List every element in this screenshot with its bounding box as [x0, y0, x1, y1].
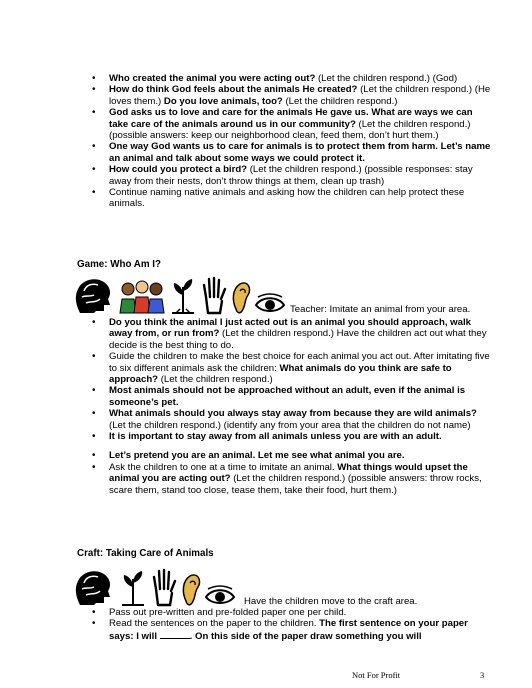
craft-list — [0, 607, 532, 642]
body-text: (Let the children respond.) — [282, 95, 398, 107]
bullet-item — [0, 618, 532, 642]
bold-text: Who created the animal you were acting out? — [109, 73, 316, 84]
children-group-icon — [118, 279, 166, 315]
hand-icon — [150, 567, 178, 607]
body-text: Read the sentences on the paper to the children. — [109, 618, 320, 630]
body-text: (Let the children respond.) (possible responses: stay away from their nests, don’t throw things at them, clean up trash) — [109, 164, 473, 187]
body-text: Continue naming native animals and asking how the children can help protect these animals. — [109, 187, 465, 210]
bullet-item — [0, 408, 532, 431]
eye-icon — [204, 585, 236, 607]
head-brain-icon — [72, 275, 116, 315]
bullet-item — [0, 141, 532, 164]
bullet-item — [0, 164, 532, 187]
eye-icon — [254, 293, 286, 315]
bold-text: Do you love animals, too? — [163, 95, 283, 107]
body-text: Guide the children to make the best choice for each animal you act out. After imitating five to six different animals ask the children: — [109, 351, 490, 374]
bold-text: Let’s pretend you are an animal. Let me see what animal you are. — [109, 450, 405, 462]
bullet-item — [0, 351, 532, 385]
game-heading: Game: Who Am I? — [77, 259, 162, 270]
body-text: Pass out pre-written and pre-folded paper one per child. — [109, 607, 347, 618]
craft-note: Have the children move to the craft area. — [244, 596, 418, 607]
bullet-item — [0, 187, 532, 210]
body-text: (Let the children respond.) (identify any from your area that the children do not name) — [109, 419, 471, 431]
body-text: (Let the children respond.) (possible answers: keep our neighborhood clean, feed them, don’t hurt them.) — [109, 118, 471, 142]
discussion-list — [0, 73, 532, 210]
body-text: Ask the children to one at a time to imitate an animal. — [109, 461, 338, 473]
sprout-icon — [118, 567, 148, 607]
body-text: (Let the children respond.) (He loves them.) — [109, 84, 491, 107]
bold-text: What animals do you think are safe to approach? — [109, 362, 452, 386]
teacher-note: Teacher: Imitate an animal from your area. — [290, 304, 471, 315]
body-text: (Let the children respond.) (possible answers: throw rocks, scare them, stand too close, tease them, take their food, hurt them.) — [109, 473, 482, 496]
page-number: 3 — [480, 670, 485, 680]
bullet-item — [0, 450, 532, 461]
game-icon-row — [72, 273, 470, 315]
bold-text: The first sentence on your paper says: I will — [109, 618, 468, 642]
bold-text: How do think God feels about the animals He created? — [109, 84, 358, 96]
bullet-item — [0, 107, 532, 141]
bold-text: Do you think the animal I just acted out is an animal you should approach, walk away from, or run from? — [109, 317, 471, 340]
body-text: (Let the children respond.) (God) — [315, 73, 458, 84]
bold-text: What animals should you always stay away from because they are wild animals? — [109, 408, 477, 420]
game-list — [0, 317, 532, 496]
sprout-icon — [168, 275, 198, 315]
bold-text: How could you protect a bird? — [109, 164, 248, 176]
fill-in-blank — [160, 630, 190, 639]
bullet-item — [0, 385, 532, 408]
body-text: (Let the children respond.) Have the children act out what they decide is the best thing to do. — [109, 328, 487, 351]
bullet-item — [0, 607, 532, 618]
craft-icon-row — [72, 565, 417, 607]
bullet-item — [0, 317, 532, 351]
hand-icon — [200, 275, 228, 315]
body-text: (Let the children respond.) — [158, 374, 273, 386]
head-brain-icon — [72, 567, 116, 607]
bullet-item — [0, 84, 532, 107]
bold-text: Most animals should not be approached without an adult, even if the animal is someone’s pet. — [109, 385, 466, 408]
bold-text: It is important to stay away from all animals unless you are with an adult. — [109, 431, 442, 443]
ear-icon — [230, 279, 252, 315]
bold-text: . On this side of the paper draw something you will — [189, 630, 422, 642]
craft-heading: Craft: Taking Care of Animals — [77, 548, 214, 559]
bold-text: God asks us to love and care for the animals He gave us. What are ways we can take care of the animals around us in our community? — [109, 107, 473, 130]
bullet-item — [0, 431, 532, 442]
footer-text: Not For Profit — [352, 670, 401, 680]
ear-icon — [180, 571, 202, 607]
bullet-item — [0, 462, 532, 496]
bold-text: What things would upset the animal you are acting out? — [109, 461, 468, 485]
bullet-item — [0, 73, 532, 84]
bold-text: One way God wants us to care for animals is to protect them from harm. Let’s name an animal and talk about some ways we could protect it. — [109, 141, 491, 164]
